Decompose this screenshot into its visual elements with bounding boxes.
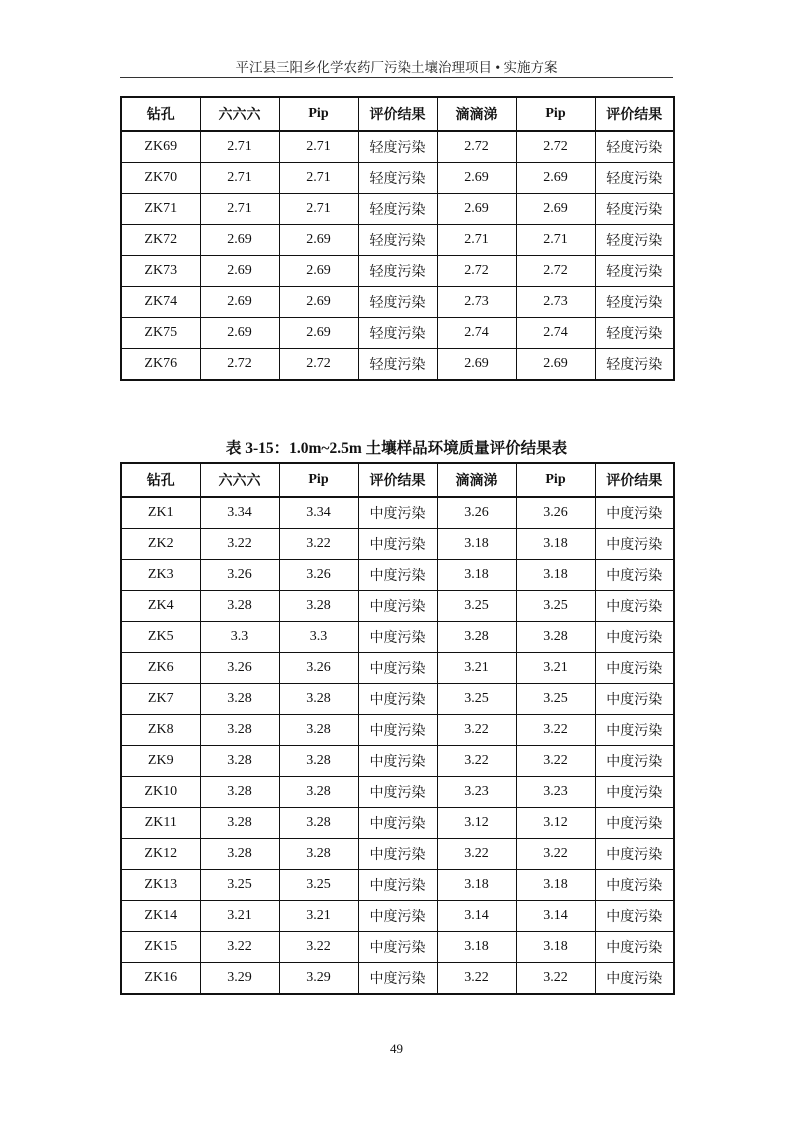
table-cell: ZK11: [121, 808, 200, 839]
table-cell: 2.69: [279, 225, 358, 256]
table-cell: 3.25: [200, 870, 279, 901]
table-row: [121, 746, 674, 777]
table-cell: 3.22: [437, 746, 516, 777]
table-cell: 3.22: [279, 529, 358, 560]
table-cell: 3.25: [437, 591, 516, 622]
table-row: [121, 318, 674, 349]
table-cell: 轻度污染: [358, 194, 437, 225]
table-cell: 3.18: [516, 870, 595, 901]
table-cell: ZK1: [121, 497, 200, 529]
table-cell: 3.28: [279, 591, 358, 622]
table-cell: 3.22: [437, 839, 516, 870]
table-cell: 中度污染: [595, 653, 674, 684]
table-cell: 2.71: [279, 194, 358, 225]
table-cell: 2.72: [200, 349, 279, 381]
table-cell: 3.26: [437, 497, 516, 529]
table-cell: 3.14: [437, 901, 516, 932]
table-cell: 3.23: [437, 777, 516, 808]
table-cell: 2.69: [279, 256, 358, 287]
table-cell: 3.21: [437, 653, 516, 684]
table-cell: 3.18: [437, 870, 516, 901]
table-cell: 3.18: [516, 932, 595, 963]
table-cell: 3.28: [279, 684, 358, 715]
column-header: 滴滴涕: [437, 463, 516, 497]
table-cell: 2.73: [437, 287, 516, 318]
page-number: 49: [390, 1041, 403, 1056]
table-cell: 3.28: [200, 746, 279, 777]
table-cell: 中度污染: [595, 839, 674, 870]
table-cell: 3.18: [437, 529, 516, 560]
table-cell: ZK2: [121, 529, 200, 560]
table-cell: 3.22: [437, 963, 516, 995]
table-cell: 3.22: [516, 839, 595, 870]
column-header: Pip: [279, 97, 358, 131]
table-cell: 3.22: [200, 932, 279, 963]
table-cell: 2.72: [516, 131, 595, 163]
table-cell: 3.28: [200, 684, 279, 715]
table-cell: 2.71: [200, 194, 279, 225]
table-cell: 中度污染: [358, 529, 437, 560]
table-cell: 3.29: [200, 963, 279, 995]
table-cell: 中度污染: [358, 622, 437, 653]
table-cell: 3.22: [279, 932, 358, 963]
table-cell: 2.73: [516, 287, 595, 318]
table-cell: 中度污染: [358, 932, 437, 963]
table-cell: 3.26: [279, 653, 358, 684]
table-row: [121, 591, 674, 622]
table-cell: 3.22: [200, 529, 279, 560]
table-cell: 中度污染: [595, 746, 674, 777]
table-row: [121, 932, 674, 963]
table-cell: 3.23: [516, 777, 595, 808]
table-header-row: [121, 463, 674, 497]
table-cell: ZK7: [121, 684, 200, 715]
table-cell: 3.34: [279, 497, 358, 529]
table-row: [121, 349, 674, 381]
table-cell: 2.71: [516, 225, 595, 256]
table-cell: 中度污染: [595, 497, 674, 529]
table-cell: 3.28: [200, 777, 279, 808]
table-cell: 轻度污染: [595, 131, 674, 163]
table-cell: 中度污染: [595, 870, 674, 901]
table-cell: 3.25: [516, 684, 595, 715]
table-cell: 2.69: [279, 287, 358, 318]
table-cell: ZK73: [121, 256, 200, 287]
table-cell: 中度污染: [358, 653, 437, 684]
table-cell: 3.18: [516, 529, 595, 560]
table-cell: 3.28: [279, 777, 358, 808]
table-cell: 2.69: [516, 163, 595, 194]
table-cell: 2.71: [200, 131, 279, 163]
table-row: [121, 225, 674, 256]
table-cell: ZK14: [121, 901, 200, 932]
table-cell: ZK12: [121, 839, 200, 870]
table-cell: 中度污染: [358, 839, 437, 870]
table-cell: 3.18: [437, 932, 516, 963]
table-cell: 中度污染: [595, 591, 674, 622]
table-row: [121, 560, 674, 591]
table-cell: 2.69: [516, 349, 595, 381]
table-cell: 2.69: [437, 194, 516, 225]
table-cell: ZK3: [121, 560, 200, 591]
table-cell: 轻度污染: [595, 256, 674, 287]
table-cell: 中度污染: [358, 901, 437, 932]
table-cell: 2.71: [279, 163, 358, 194]
table-cell: 3.25: [516, 591, 595, 622]
table-row: [121, 715, 674, 746]
table-cell: 中度污染: [358, 870, 437, 901]
table-cell: ZK5: [121, 622, 200, 653]
table-cell: ZK13: [121, 870, 200, 901]
column-header: 评价结果: [358, 97, 437, 131]
table-cell: ZK69: [121, 131, 200, 163]
table-cell: 3.28: [200, 808, 279, 839]
table-cell: 2.69: [437, 349, 516, 381]
table-cell: 3.21: [279, 901, 358, 932]
table-cell: 3.26: [516, 497, 595, 529]
column-header: 评价结果: [595, 463, 674, 497]
table-cell: ZK8: [121, 715, 200, 746]
table-cell: 中度污染: [595, 684, 674, 715]
table-cell: 中度污染: [595, 529, 674, 560]
table-cell: 轻度污染: [595, 318, 674, 349]
table-cell: 3.28: [279, 808, 358, 839]
table-cell: 3.21: [200, 901, 279, 932]
evaluation-table-2: [120, 462, 675, 995]
table-cell: ZK16: [121, 963, 200, 995]
column-header: 钻孔: [121, 97, 200, 131]
table-cell: 中度污染: [595, 901, 674, 932]
table-cell: ZK4: [121, 591, 200, 622]
table-cell: 2.74: [437, 318, 516, 349]
table-row: [121, 131, 674, 163]
table-cell: 3.28: [279, 839, 358, 870]
table-cell: 3.14: [516, 901, 595, 932]
table-cell: 轻度污染: [358, 163, 437, 194]
table-row: [121, 777, 674, 808]
table-cell: 2.69: [200, 225, 279, 256]
table-cell: 3.18: [516, 560, 595, 591]
table-cell: ZK9: [121, 746, 200, 777]
column-header: 评价结果: [358, 463, 437, 497]
table-cell: 3.21: [516, 653, 595, 684]
table-cell: 中度污染: [358, 560, 437, 591]
table-cell: ZK15: [121, 932, 200, 963]
table-cell: ZK70: [121, 163, 200, 194]
table-cell: 3.22: [516, 715, 595, 746]
table-row: [121, 622, 674, 653]
table-row: [121, 808, 674, 839]
table-cell: 2.74: [516, 318, 595, 349]
table-cell: 中度污染: [595, 622, 674, 653]
table-cell: 3.28: [437, 622, 516, 653]
table-cell: 轻度污染: [358, 287, 437, 318]
table-body: [121, 131, 674, 380]
table-cell: 3.28: [279, 746, 358, 777]
table-cell: 3.3: [200, 622, 279, 653]
table-cell: 轻度污染: [358, 131, 437, 163]
table-row: [121, 870, 674, 901]
table-cell: 轻度污染: [358, 349, 437, 381]
table-cell: 2.69: [279, 318, 358, 349]
table-row: [121, 529, 674, 560]
evaluation-table-1: [120, 96, 675, 381]
table-cell: 轻度污染: [358, 256, 437, 287]
table-cell: 2.71: [279, 131, 358, 163]
table-row: [121, 194, 674, 225]
table-cell: 3.28: [200, 839, 279, 870]
table-row: [121, 163, 674, 194]
table-cell: 3.22: [437, 715, 516, 746]
table-cell: 轻度污染: [595, 287, 674, 318]
table-cell: 中度污染: [358, 497, 437, 529]
table-cell: 轻度污染: [595, 163, 674, 194]
table-row: [121, 839, 674, 870]
header-rule: [120, 77, 673, 78]
table-cell: 中度污染: [595, 932, 674, 963]
table-cell: 3.28: [200, 715, 279, 746]
table-cell: 轻度污染: [595, 194, 674, 225]
table-row: [121, 287, 674, 318]
table-cell: 3.34: [200, 497, 279, 529]
table-cell: ZK6: [121, 653, 200, 684]
table-cell: 轻度污染: [358, 225, 437, 256]
table-cell: 中度污染: [358, 591, 437, 622]
table-cell: 3.28: [279, 715, 358, 746]
table-cell: 轻度污染: [595, 225, 674, 256]
column-header: 评价结果: [595, 97, 674, 131]
table-cell: 中度污染: [595, 715, 674, 746]
table-cell: 3.29: [279, 963, 358, 995]
table-cell: 3.22: [516, 963, 595, 995]
table-cell: 2.72: [279, 349, 358, 381]
table-cell: 3.12: [516, 808, 595, 839]
table-cell: 中度污染: [595, 963, 674, 995]
table-row: [121, 684, 674, 715]
table-cell: 2.71: [437, 225, 516, 256]
table-cell: 轻度污染: [595, 349, 674, 381]
table-cell: 2.72: [516, 256, 595, 287]
table-row: [121, 901, 674, 932]
table-cell: 3.12: [437, 808, 516, 839]
table-cell: 2.69: [200, 287, 279, 318]
table-cell: 中度污染: [358, 715, 437, 746]
table-cell: 2.71: [200, 163, 279, 194]
table-cell: 3.28: [200, 591, 279, 622]
table-cell: 中度污染: [595, 777, 674, 808]
column-header: Pip: [516, 463, 595, 497]
table-row: [121, 497, 674, 529]
table-row: [121, 653, 674, 684]
table-cell: 3.28: [516, 622, 595, 653]
table-cell: 3.26: [200, 653, 279, 684]
table-cell: ZK76: [121, 349, 200, 381]
table-cell: 中度污染: [358, 777, 437, 808]
table-cell: 中度污染: [358, 746, 437, 777]
table-cell: 2.69: [437, 163, 516, 194]
table-cell: 中度污染: [358, 684, 437, 715]
table-cell: 3.26: [279, 560, 358, 591]
table-cell: ZK72: [121, 225, 200, 256]
table-cell: 3.25: [279, 870, 358, 901]
table-header-row: [121, 97, 674, 131]
column-header: 六六六: [200, 463, 279, 497]
table-cell: 中度污染: [358, 808, 437, 839]
column-header: Pip: [516, 97, 595, 131]
column-header: 滴滴涕: [437, 97, 516, 131]
column-header: 钻孔: [121, 463, 200, 497]
table-cell: 2.72: [437, 131, 516, 163]
table-cell: 2.69: [516, 194, 595, 225]
running-header: 平江县三阳乡化学农药厂污染土壤治理项目 • 实施方案: [235, 60, 558, 75]
table-caption: 表 3-15：1.0m~2.5m 土壤样品环境质量评价结果表: [225, 440, 568, 457]
table-cell: 中度污染: [358, 963, 437, 995]
table-row: [121, 963, 674, 995]
table-cell: 2.72: [437, 256, 516, 287]
table-cell: ZK74: [121, 287, 200, 318]
table-cell: 2.69: [200, 256, 279, 287]
table-cell: 轻度污染: [358, 318, 437, 349]
column-header: Pip: [279, 463, 358, 497]
table-cell: 2.69: [200, 318, 279, 349]
table-cell: 3.3: [279, 622, 358, 653]
table-cell: 中度污染: [595, 560, 674, 591]
table-cell: ZK10: [121, 777, 200, 808]
column-header: 六六六: [200, 97, 279, 131]
table-row: [121, 256, 674, 287]
table-cell: 3.22: [516, 746, 595, 777]
table-cell: 3.18: [437, 560, 516, 591]
table-body: [121, 497, 674, 994]
table-cell: ZK75: [121, 318, 200, 349]
table-cell: 3.25: [437, 684, 516, 715]
table-cell: 中度污染: [595, 808, 674, 839]
table-cell: ZK71: [121, 194, 200, 225]
table-cell: 3.26: [200, 560, 279, 591]
